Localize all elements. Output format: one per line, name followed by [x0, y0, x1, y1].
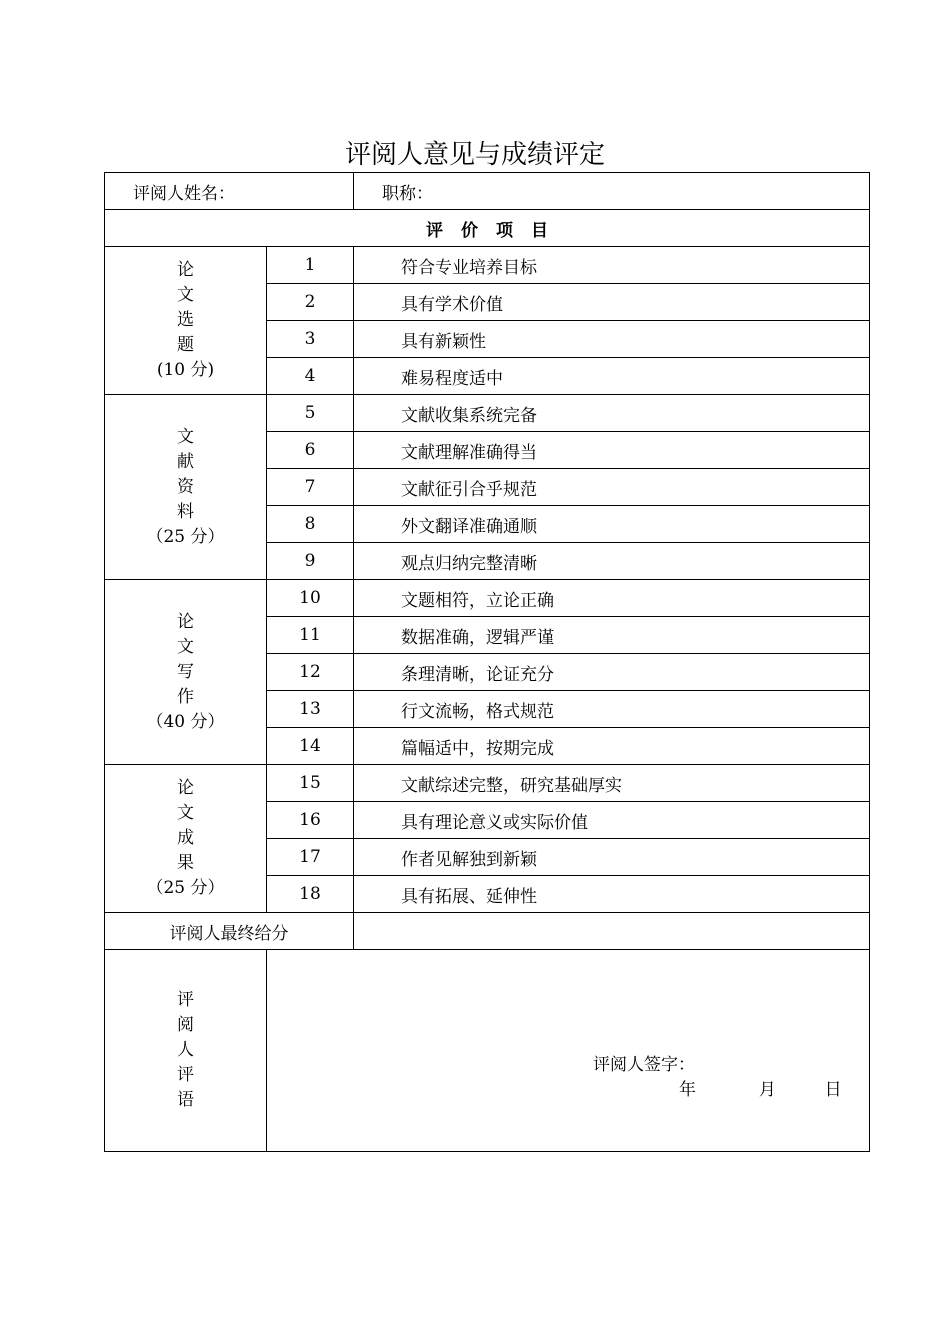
category-char: 论: [177, 611, 194, 632]
page-title: 评阅人意见与成绩评定: [344, 140, 605, 170]
item-text: 文题相符，立论正确: [354, 580, 870, 617]
item-number: 10: [267, 580, 354, 617]
job-title-field[interactable]: [354, 173, 870, 210]
item-text: 文献理解准确得当: [354, 432, 870, 469]
table-row: [105, 395, 870, 432]
category-literature: [105, 395, 267, 580]
item-text: 符合专业培养目标: [354, 247, 870, 284]
category-char: 资: [177, 476, 194, 497]
category-char: 文: [177, 285, 194, 305]
item-text: 难易程度适中: [354, 358, 870, 395]
category-score: （25 分）: [146, 526, 225, 547]
final-score-row: [105, 913, 870, 950]
table-row: [105, 765, 870, 802]
item-number: 12: [267, 654, 354, 691]
category-char: 论: [177, 778, 194, 798]
item-number: 3: [267, 321, 354, 358]
comment-label-char: 评: [177, 990, 194, 1010]
category-char: 文: [177, 426, 194, 447]
item-text: 作者见解独到新颖: [354, 839, 870, 876]
item-number: 2: [267, 284, 354, 321]
item-number: 17: [267, 839, 354, 876]
category-writing: [105, 580, 267, 765]
item-number: 7: [267, 469, 354, 506]
item-number: 16: [267, 802, 354, 839]
final-score-label: 评阅人最终给分: [105, 913, 354, 950]
item-number: 6: [267, 432, 354, 469]
item-number: 8: [267, 506, 354, 543]
category-topic: [105, 247, 267, 395]
item-number: 18: [267, 876, 354, 913]
date-month: 月: [758, 1080, 776, 1100]
item-text: 文献收集系统完备: [354, 395, 870, 432]
item-text: 行文流畅，格式规范: [354, 691, 870, 728]
item-text: 具有学术价值: [354, 284, 870, 321]
item-number: 1: [267, 247, 354, 284]
category-char: 文: [177, 636, 194, 657]
category-char: 成: [177, 828, 194, 848]
date-day: 日: [824, 1080, 842, 1100]
item-number: 14: [267, 728, 354, 765]
comment-label-char: 评: [177, 1065, 194, 1085]
comment-label-char: 语: [177, 1090, 194, 1110]
category-score: （25 分）: [146, 878, 225, 898]
category-char: 料: [177, 501, 194, 522]
comment-label-char: 阅: [177, 1015, 194, 1035]
category-char: 写: [177, 661, 194, 682]
category-score: (10 分): [156, 360, 215, 380]
item-text: 外文翻译准确通顺: [354, 506, 870, 543]
table-row: [105, 247, 870, 284]
category-char: 文: [177, 803, 194, 823]
date-line: [679, 1075, 842, 1100]
item-number: 4: [267, 358, 354, 395]
reviewer-name-field[interactable]: [105, 173, 354, 210]
item-number: 11: [267, 617, 354, 654]
category-results: [105, 765, 267, 913]
category-char: 果: [177, 853, 194, 873]
item-text: 观点归纳完整清晰: [354, 543, 870, 580]
evaluation-items-header: 评价项目: [105, 210, 870, 247]
item-text: 具有新颖性: [354, 321, 870, 358]
category-char: 献: [177, 451, 194, 472]
final-score-field[interactable]: [354, 913, 870, 950]
item-number: 9: [267, 543, 354, 580]
item-text: 篇幅适中，按期完成: [354, 728, 870, 765]
item-number: 5: [267, 395, 354, 432]
category-char: 作: [177, 686, 194, 707]
item-text: 文献综述完整，研究基础厚实: [354, 765, 870, 802]
category-score: （40 分）: [146, 711, 225, 732]
comment-label-char: 人: [177, 1040, 194, 1060]
signature-label: 评阅人签字：: [593, 1055, 695, 1075]
category-char: 题: [177, 335, 194, 355]
item-text: 具有理论意义或实际价值: [354, 802, 870, 839]
category-char: 论: [177, 260, 194, 280]
table-row: [105, 580, 870, 617]
item-text: 文献征引合乎规范: [354, 469, 870, 506]
comment-row: [105, 950, 870, 1152]
category-char: 选: [177, 310, 194, 330]
job-title-label: 职称：: [382, 183, 433, 204]
header-row: [105, 210, 870, 247]
item-number: 15: [267, 765, 354, 802]
item-number: 13: [267, 691, 354, 728]
item-text: 具有拓展、延伸性: [354, 876, 870, 913]
item-text: 数据准确，逻辑严谨: [354, 617, 870, 654]
comment-label: [105, 950, 267, 1152]
evaluation-table: [104, 172, 870, 1152]
reviewer-name-label: 评阅人姓名：: [133, 183, 235, 204]
comment-field[interactable]: [267, 950, 870, 1152]
date-year: 年: [679, 1080, 696, 1100]
reviewer-info-row: [105, 173, 870, 210]
item-text: 条理清晰，论证充分: [354, 654, 870, 691]
